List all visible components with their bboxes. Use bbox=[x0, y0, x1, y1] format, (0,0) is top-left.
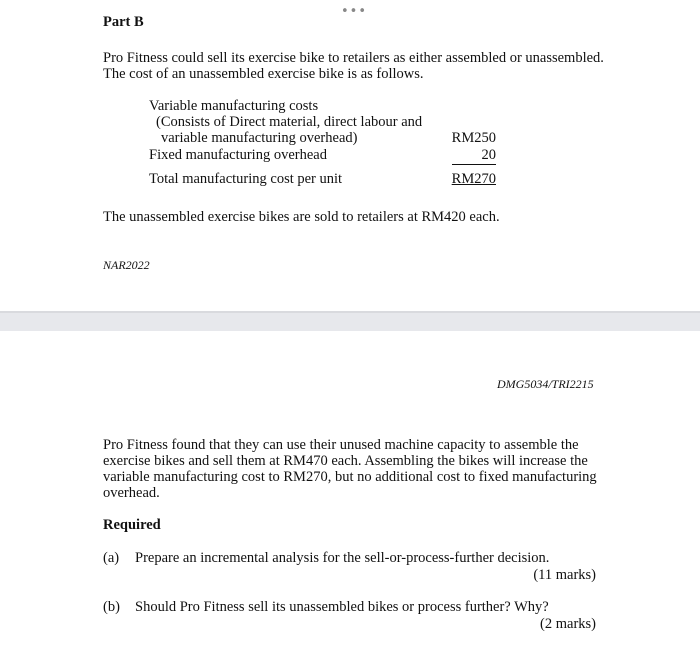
question-a-text: Prepare an incremental analysis for the sell-or-process-further decision. bbox=[135, 550, 550, 566]
page-divider bbox=[0, 311, 700, 331]
variable-costs-label: Variable manufacturing costs bbox=[149, 98, 319, 114]
more-options-icon[interactable]: ••• bbox=[341, 4, 368, 19]
para-line-1: Pro Fitness found that they can use their unused machine capacity to assemble the bbox=[103, 437, 579, 453]
footer-code: NAR2022 bbox=[103, 258, 150, 272]
variable-costs-value: RM250 bbox=[451, 130, 496, 146]
question-b-marks: (2 marks) bbox=[540, 616, 596, 632]
para-line-4: overhead. bbox=[103, 485, 160, 501]
part-title: Part B bbox=[103, 14, 144, 30]
total-cost-label: Total manufacturing cost per unit bbox=[149, 171, 343, 187]
variable-costs-detail-2: variable manufacturing overhead) bbox=[161, 130, 358, 146]
required-title: Required bbox=[103, 517, 161, 533]
variable-costs-detail-1: (Consists of Direct material, direct labour and bbox=[156, 114, 423, 130]
para-line-2: exercise bikes and sell them at RM470 each. Assembling the bikes will increase the bbox=[103, 453, 588, 469]
header-code: DMG5034/TRI2215 bbox=[497, 377, 594, 391]
question-b-text: Should Pro Fitness sell its unassembled bikes or process further? Why? bbox=[135, 599, 549, 615]
fixed-overhead-label: Fixed manufacturing overhead bbox=[149, 147, 327, 163]
page-divider-edge bbox=[0, 311, 700, 313]
total-cost-value: RM270 bbox=[451, 171, 496, 187]
intro-line-2: The cost of an unassembled exercise bike is as follows. bbox=[103, 66, 424, 82]
intro-line-1: Pro Fitness could sell its exercise bike to retailers as either assembled or unassembled. bbox=[103, 50, 604, 66]
para-line-3: variable manufacturing cost to RM270, but no additional cost to fixed manufacturing bbox=[103, 469, 597, 485]
question-a-marks: (11 marks) bbox=[533, 567, 596, 583]
fixed-overhead-value: 20 bbox=[452, 147, 496, 165]
sale-price-line: The unassembled exercise bikes are sold to retailers at RM420 each. bbox=[103, 209, 500, 225]
question-a-label: (a) bbox=[103, 550, 120, 566]
question-b-label: (b) bbox=[103, 599, 120, 615]
